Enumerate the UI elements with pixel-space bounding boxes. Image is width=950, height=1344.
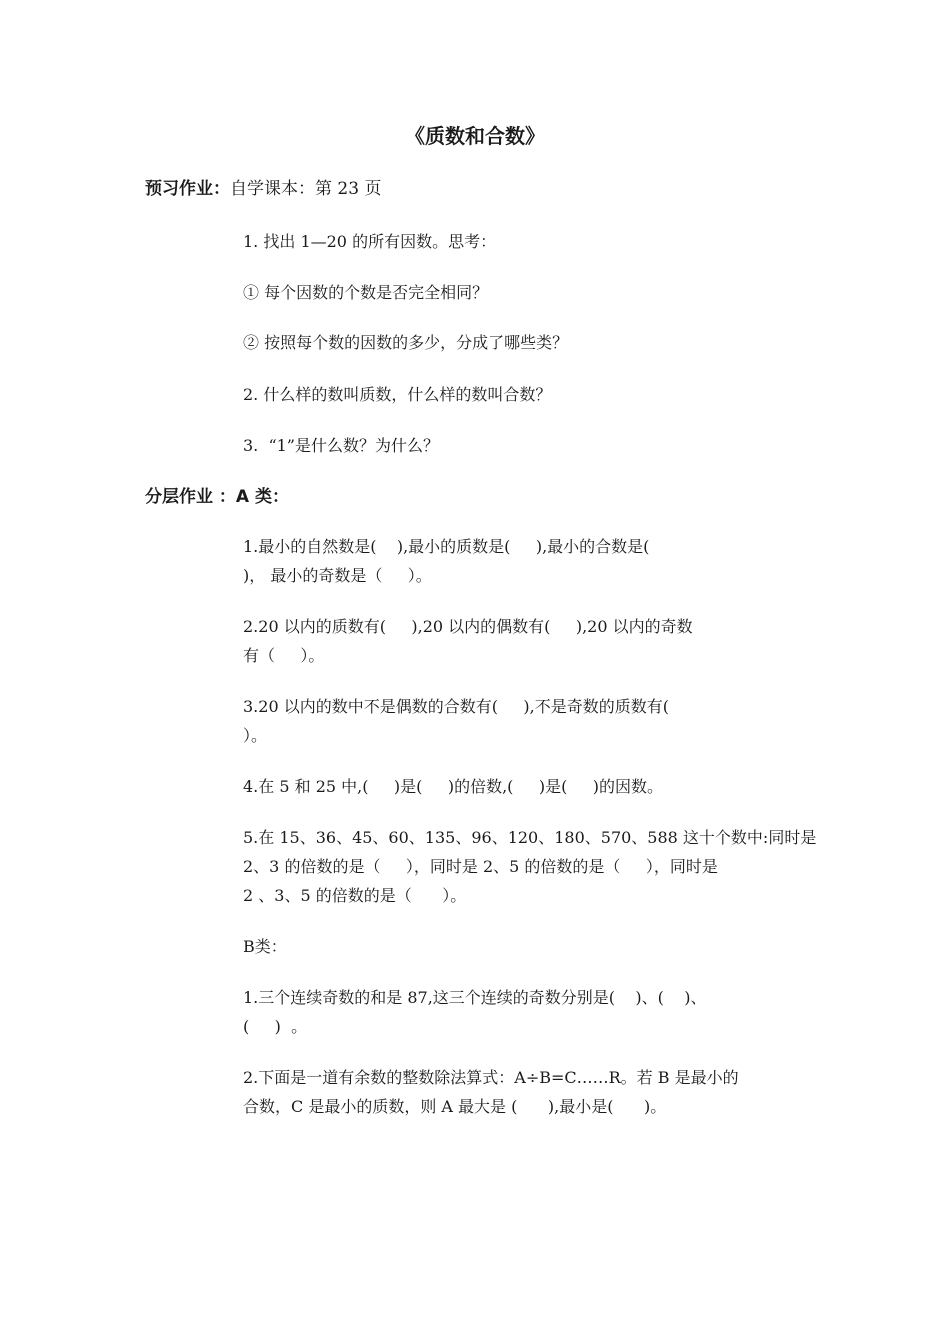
question-line: 有（ ）。 [243,646,325,665]
preview-line: ② 按照每个数的因数的多少，分成了哪些类？ [243,333,569,352]
preview-label: 预习作业： [145,179,230,199]
page-title: 《质数和合数》 [405,124,545,148]
preview-line: 2. 什么样的数叫质数，什么样的数叫合数？ [243,385,552,404]
question-line: 5.在 15、36、45、60、135、96、120、180、570、588 这十个数中:同时是 [243,828,817,847]
preview-line: ① 每个因数的个数是否完全相同？ [243,283,489,302]
question-line: ）。 [243,726,268,745]
question-line: ( ) 。 [243,1017,308,1036]
layered-label: 分层作业 ：A 类： [145,487,289,507]
question-line: 2、3 的倍数的是（ ），同时是 2、5 的倍数的是（ ），同时是 [243,857,718,876]
question-line: 2.下面是一道有余数的整数除法算式：A÷B=C……R。若 B 是最小的 [243,1068,739,1087]
question-line: 3.20 以内的数中不是偶数的合数有( ),不是奇数的质数有( [243,697,669,716]
question-line: 4.在 5 和 25 中,( )是( )的倍数,( )是( )的因数。 [243,777,663,796]
preview-line: 3. “1”是什么数？为什么？ [243,436,439,455]
preview-text: 自学课本：第 23 页 [230,179,382,199]
question-line: 2.20 以内的质数有( ),20 以内的偶数有( ),20 以内的奇数 [243,617,693,636]
question-line: 合数，C 是最小的质数，则 A 最大是 ( ),最小是( )。 [243,1097,667,1116]
b-category-heading: B类： [243,937,287,956]
preview-line: 1. 找出 1—20 的所有因数。思考： [243,232,497,251]
question-line: )， 最小的奇数是（ ）。 [243,566,432,585]
layered-heading [145,485,289,509]
question-line: 1.最小的自然数是( ),最小的质数是( ),最小的合数是( [243,537,650,556]
question-line: 1.三个连续奇数的和是 87,这三个连续的奇数分别是( )、( )、 [243,988,707,1007]
preview-heading [145,177,381,201]
question-line: 2 、3、5 的倍数的是（ ）。 [243,886,467,905]
